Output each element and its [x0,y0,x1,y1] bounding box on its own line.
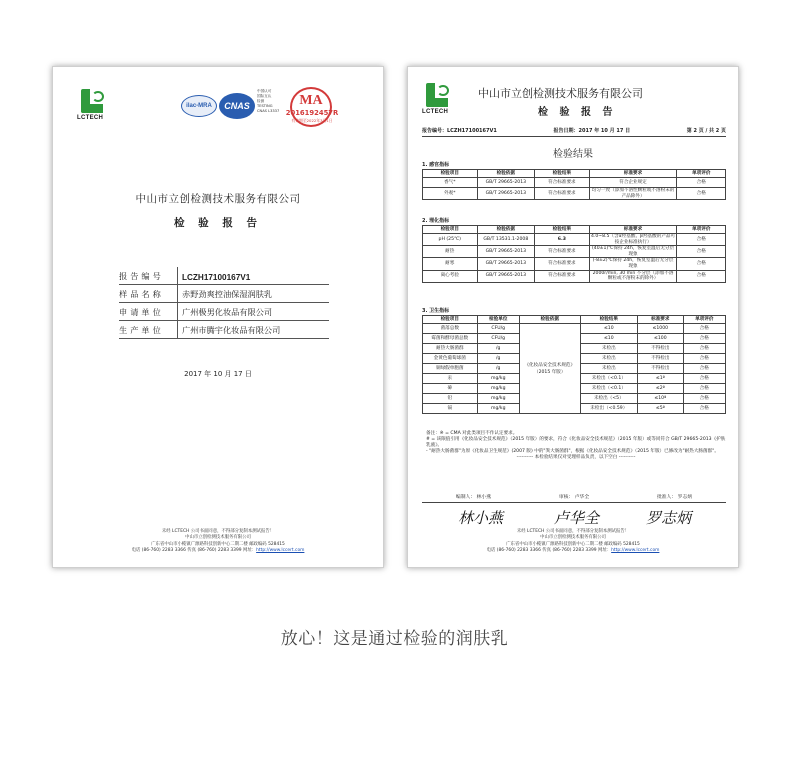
table-row: 香气* GB/T 29665-2013 符合标准要求 符合企业规定 合格 [423,178,726,188]
caption: 放心！这是通过检验的润肤乳 [280,629,509,649]
table-row: 耐热 GB/T 29665-2013 符合标准要求 (40±1)℃保持 24h，恢复室温后无分层现象 合格 [423,246,726,258]
report-meta-bar [422,127,726,137]
table-row: 铅 mg/kg 未检出（<5） ≤10ª 合格 [423,394,726,404]
report-info-table [119,267,329,339]
hygiene-section [422,307,726,414]
lctech-logo [422,83,450,115]
info-row-report-no: 报告编号 LCZH17100167V1 [119,267,329,285]
results-title: 检验结果 [553,149,593,160]
signature-reviewer: 卢华全 [554,509,600,527]
lctech-logo-icon [81,89,105,113]
signature-approver: 罗志炳 [646,509,692,527]
table-row: 菌落总数 CFU/g 《化妆品安全技术规范》（2015 年版） ≤10 ≤1000 合格 [423,324,726,334]
notes: 备注：※ = CMA 对此类项目不作认定要求。 # = 该限值引用《化妆品安全技术规范》（2015 年版）的要求，符合《化妆品安全技术规范》（2015 年版）或等同符合 GB/T 29665-2013《护肤乳液》。 - "耐热大肠菌群"为原《化妆品卫生规范》(2007 版) 中的"粪大肠菌群"，根据《化妆品安全技术规范》（2015 年版）已修改为"耐热大肠菌群"。 ---------- 本检验结果仅对受理样品负责，以下空白 ---------- [426,431,726,460]
lctech-logo-icon [426,83,450,107]
table-row: 离心考验 GB/T 29665-2013 符合标准要求 2000r/min, 30 min 不分层（添加不溶颗粒或不溶粉末的除外） 合格 [423,270,726,282]
sensory-table: 检验项目 检验依据 检验结果 标准要求 单项评价 香气* GB/T 29665-2013 符合标准要求 符合企业规定 合格 外观* GB/T 29665-2013 符合标准要求 均匀一致（添加不溶性颗粒或不溶粉末的产品除外） 合格 [422,169,726,200]
info-row-manufacturer: 生产单位 广州市腾宇化妆品有限公司 [119,321,329,339]
company-name: 中山市立创检测技术服务有限公司 [478,87,643,100]
table-row: 汞 mg/kg 未检出（<0.1） ≤1ª 合格 [423,374,726,384]
cnas-seal: CNAS [219,93,255,119]
cma-seal-date: 有效期至2022年3月1日 [291,118,333,123]
cma-seal-number: 2016192457R [285,109,339,117]
cnas-caption: 中国认可 国际互认 检测 TESTING CNAS L3337 [257,89,280,113]
report-date: 2017 年 10 月 17 日 [184,370,252,378]
physchem-table: 检验项目 检验依据 检验结果 标准要求 单项评价 pH (25℃) GB/T 13531.1-2008 6.3 4.0~8.5（含α羟基酸、β羟基酸的产品可按企业标准执行） 合格 耐热 GB/T 29665-2013 符合标准要求 (40±1)℃保持 24h，恢复室温后无分层现象 合格 耐寒 GB/T 29665-2013 符合标准要求 (-8±2)℃保持 24h，恢复室温后无分层现象 合格 离心考验 GB/T 29665-2013 符合标准要求 2000r/min, 30 min 不分层（添加不溶颗粒或不溶粉末的除外） 合格 [422,225,726,283]
table-row: 砷 mg/kg 未检出（<0.1） ≤2ª 合格 [423,384,726,394]
sensory-section [422,161,726,200]
table-row: pH (25℃) GB/T 13531.1-2008 6.3 4.0~8.5（含α羟基酸、β羟基酸的产品可按企业标准执行） 合格 [423,234,726,246]
physchem-section [422,217,726,283]
ilac-mra-seal: ilac-MRA [181,95,217,117]
report-title: 检 验 报 告 [174,217,262,229]
info-row-applicant: 申请单位 广州极男化妆品有限公司 [119,303,329,321]
signature-compiler: 林小燕 [458,509,504,527]
section-title: 1. 感官指标 [422,162,450,168]
lctech-logo [77,89,111,121]
hygiene-table: 检验项目 检验单位 检验依据 检验结果 标准要求 单项评价 菌落总数 CFU/g 《化妆品安全技术规范》（2015 年版） ≤10 ≤1000 合格 霉菌和酵母菌总数 CFU/g ≤10 ≤100 合格 耐热大肠菌群 /g 未检出 不得检出 合格 金黄色葡萄球菌 /g 未检出 不得检出 合格 铜绿假单胞菌 /g 未检出 不得检出 合格 汞 mg/kg 未检出（<0.1） ≤1ª 合格 砷 mg/kg 未检出（<0.1） ≤2ª 合格 铅 mg/kg 未检出（<5） ≤10ª 合格 镉 mg/kg 未检出（<0.59） ≤5ª 合格 [422,315,726,414]
page-footer: 未经 LCTECH 公司书面同意，不得部分复制本测试报告！ 中山市立创检测技术服务有限公司 广东省中山市小榄镇广源路科技创新中心二期二楼 邮政编码 528415 电话 (86-760) 2283 3366 传真 (86-760) 2283 3399 网址：http://www.lccert.com [486,528,660,554]
table-row: 金黄色葡萄球菌 /g 未检出 不得检出 合格 [423,354,726,364]
company-name: 中山市立创检测技术服务有限公司 [135,193,301,205]
logo-text: LCTECH [77,115,104,121]
report-date: 报告日期：2017 年 10 月 17 日 [553,128,631,134]
website-link[interactable]: http://www.lccert.com [256,548,305,554]
table-row: 镉 mg/kg 未检出（<0.59） ≤5ª 合格 [423,404,726,414]
table-row: 耐热大肠菌群 /g 未检出 不得检出 合格 [423,344,726,354]
report-number: 报告编号：LCZH17100167V1 [422,128,497,134]
table-row: 霉菌和酵母菌总数 CFU/g ≤10 ≤100 合格 [423,334,726,344]
section-title: 3. 卫生指标 [422,308,450,314]
table-row: 外观* GB/T 29665-2013 符合标准要求 均匀一致（添加不溶性颗粒或不溶粉末的产品除外） 合格 [423,188,726,200]
table-row: 耐寒 GB/T 29665-2013 符合标准要求 (-8±2)℃保持 24h，恢复室温后无分层现象 合格 [423,258,726,270]
page-number: 第 2 页 / 共 2 页 [686,128,726,134]
basis-cell: 《化妆品安全技术规范》（2015 年版） [519,324,580,414]
info-row-sample-name: 样品名称 赤野劲爽控油保湿润肤乳 [119,285,329,303]
section-title: 2. 理化指标 [422,218,450,224]
page-footer: 未经 LCTECH 公司书面同意，不得部分复制本测试报告！ 中山市立创检测技术服务有限公司 广东省中山市小榄镇广源路科技创新中心二期二楼 邮政编码 528415 电话 (86-760) 2283 3366 传真 (86-760) 2283 3399 网址：http://www.lccert.com [131,528,305,554]
report-title: 检 验 报 告 [538,107,617,118]
report-results-page [407,66,739,568]
table-row: 铜绿假单胞菌 /g 未检出 不得检出 合格 [423,364,726,374]
report-cover-page [52,66,384,568]
cma-seal: MA [290,87,332,127]
logo-text: LCTECH [422,109,449,115]
signature-labels: 编制人： 林小燕 审核： 卢华全 批准人： 罗志炳 [422,493,726,503]
website-link[interactable]: http://www.lccert.com [611,548,660,554]
